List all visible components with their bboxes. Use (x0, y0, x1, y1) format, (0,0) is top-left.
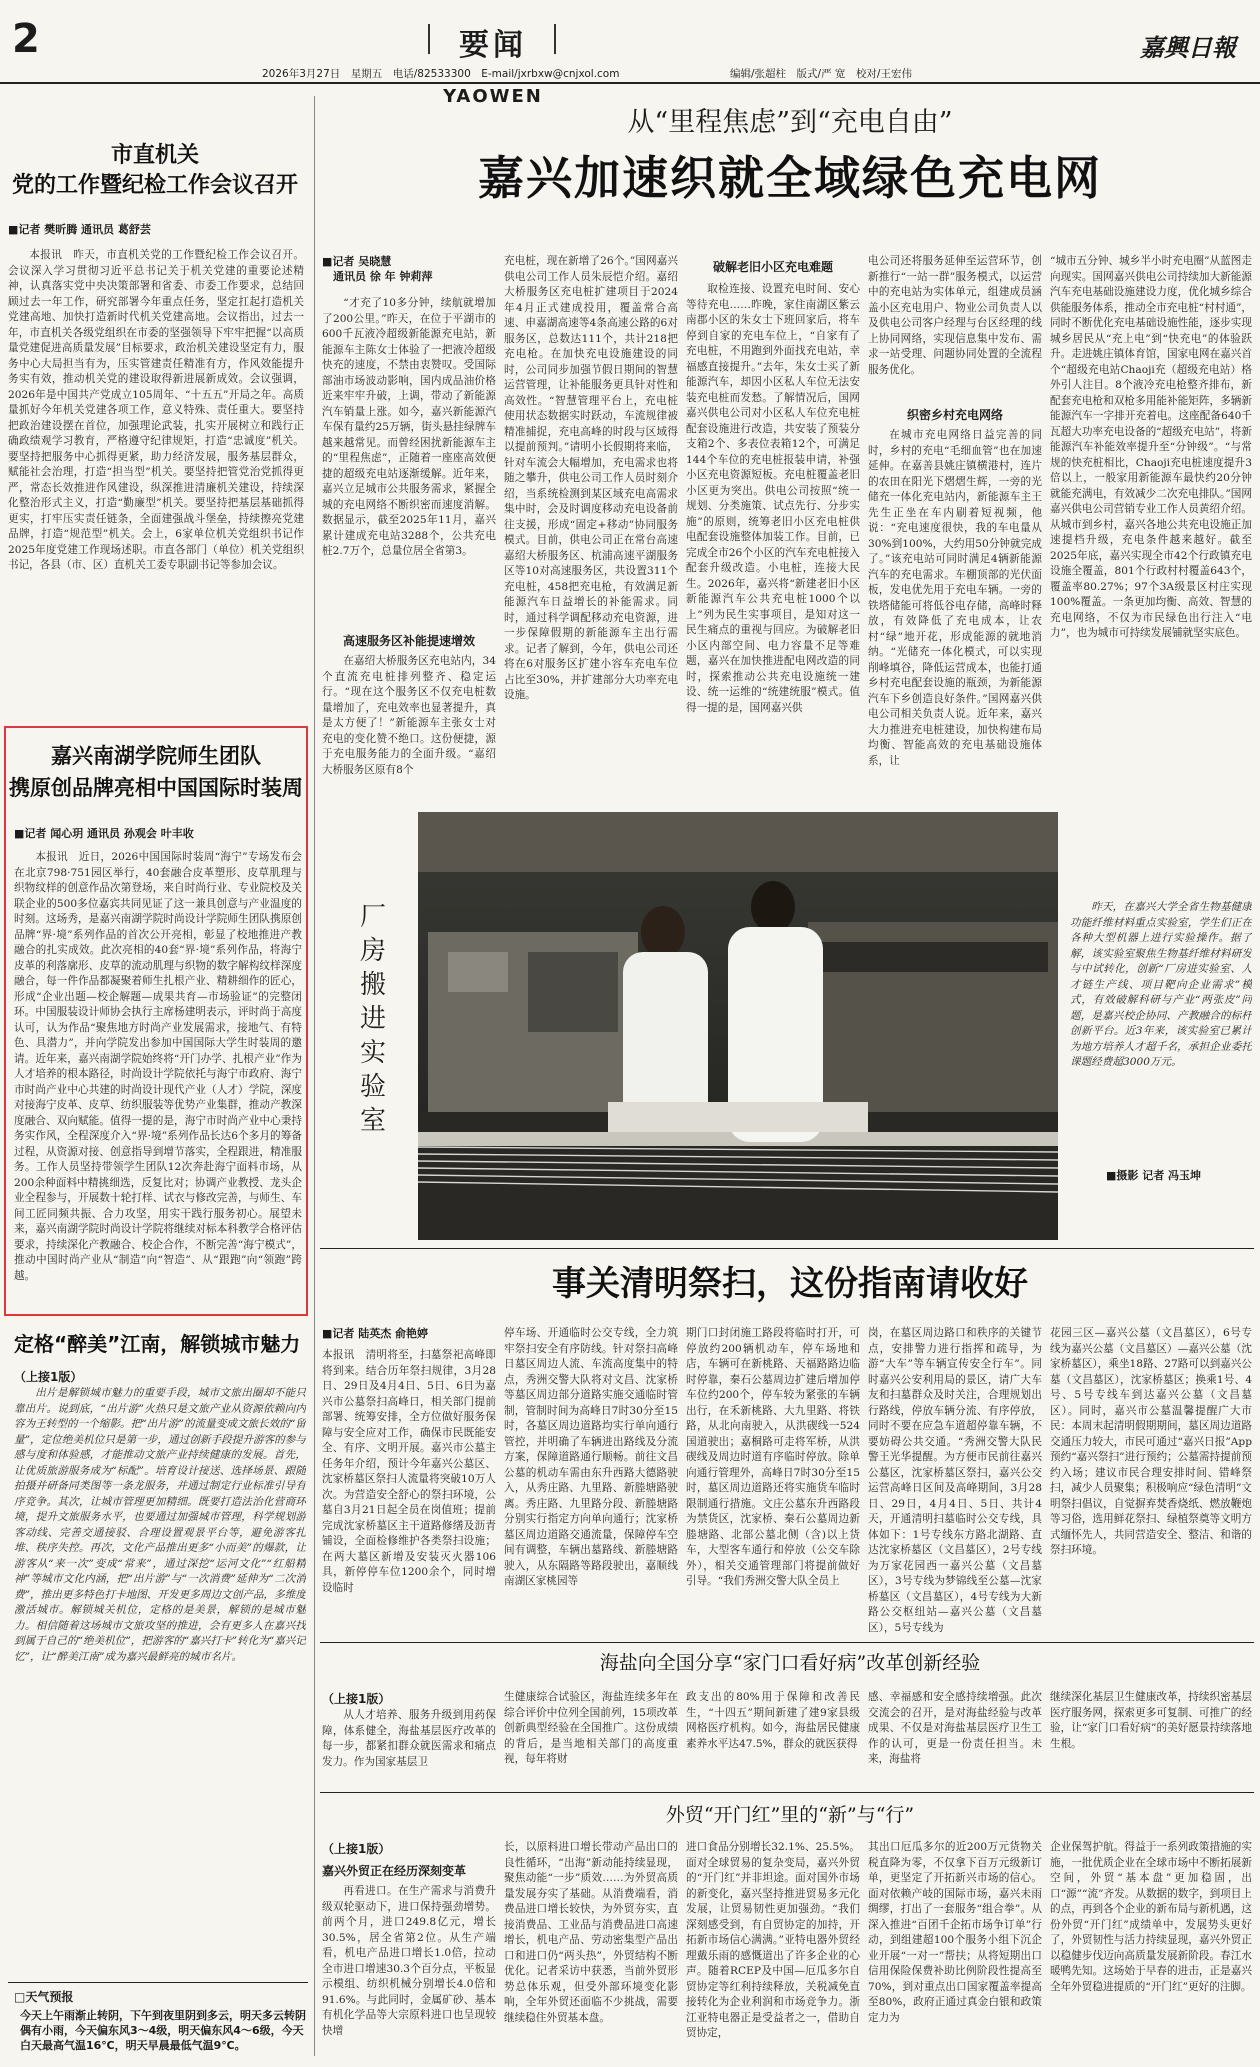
fashion-body: 本报讯 近日，2026中国国际时装周“海宁”专场发布会在北京798·751园区举行，40套融合皮革塑形、皮草肌理与织物纹样的创意作品次第登场，来自时尚行业、专业院校及关联企业的500多位嘉宾共同见证了这一兼具创意与产业温度的时刻。这场秀，是嘉兴南湖学院时尚设计学院师生团队携原创品牌“界·境”系列作品的首次公开亮相，彰显了校地推进产教融合的扎实成效。此次亮相的40套“界·境”系列作品，将海宁皮革的利落廓形、皮草的流动肌理与织物的数字解构纹样深度融合，每一件作品都凝聚着师生扎根产业、精耕细作的匠心，形成“企业出题—校企解题—成果共育—市场验证”的完整闭环。中国服装设计师协会执行主席杨建明表示，评时尚于高度认可，认为作品“聚焦地方时尚产业发展需求，接地气、有特色、具潜力”，并向学院发出参加中国国际大学生时装周的邀请。近年来，嘉兴南湖学院始终将“开门办学、扎根产业”作为人才培养的根本路径，时尚设计学院依托与海宁市政府、海宁市时尚产业中心共建的时尚设计现代产业（人才）学院，深度对接海宁皮革、皮草、纺织服装等优势产业集群，推动产教深度融合、双向赋能。值得一提的是，海宁市时尚产业中心秉持务实作风，全程深度介入“界·境”系列作品长达6个多月的筹备过程，从资源对接、创意指导到增节落实，全程跟进，精准服务。工作人员坚持带领学生团队12次奔赴海宁面料市场，从200余种面料中精挑细选，反复比对；协调产业教授、龙头企业全程参与，开展数十轮打样、试衣与修改完善，与师生、车间工匠同频共振、合力攻坚，用实干践行服务初心。展望未来，嘉兴南湖学院时尚设计学院将继续对标本科教学合格评估要求，持续深化产教融合、校企合作，不断完善“海宁模式”，推动中国时尚产业从“制造”向“智造”、从“跟跑”向“领跑”跨越。 (14, 851, 302, 1282)
haiyan-headline: 海盐向全国分享“家门口看好病”改革创新经验 (599, 1652, 981, 1674)
trade-continued: （上接1版） (322, 1842, 391, 1856)
haiyan-col2: 生健康综合试验区，海盐连续多年在综合评价中位列全国前列，15项改革创新典型经验在全国推广。这份成绩的背后，是当地相关部门的高度重视，每年将财 (504, 1691, 678, 1765)
date-line: 2026年3月27日 星期五 电话/82533300 E-mail/jxrbxw@cnjxol.com (262, 68, 620, 80)
qingming-byline: ■记者 陆英杰 俞艳婷 (322, 1327, 429, 1340)
qingming-col2: 停车场、开通临时公交专线，全力筑牢祭扫安全有序防线。针对祭扫高峰日墓区周边人流、车流高度集中的特点，秀洲交警大队将对文昌、沈家桥等墓区周边部分道路实施交通临时管制，管制时间为高峰日7时30分至15时，各墓区周边道路均实行单向通行管控，并明确了车辆进出路线及分流方案，保障道路通行顺畅。前往文昌公墓的机动车需由东升西路大德路驶入，从秀庄路、九里路、新塍塘路驶离。秀庄路、九里路分段、新塍塘路分别实行指定方向单向通行；沈家桥墓区周边道路交通流量，保障停车空间有调整，车辆出墓路线、新塍塘路驶入，从东隔路等路段驶出，嘉顺线南湖区家桃园等 (504, 1327, 678, 1587)
party-meeting-title-2: 党的工作暨纪检工作会议召开 (11, 173, 298, 198)
party-meeting-byline: ■记者 樊昕腾 通讯员 葛舒芸 (8, 223, 151, 236)
trade-headline: 外贸“开门红”里的“新”与“行” (665, 1804, 915, 1826)
section-pinyin: YAOWEN (443, 86, 543, 107)
tourism-body: 出片是解锁城市魅力的重要手段，城市文旅出圈却不能只靠出片。说到底，“出片游”火热只是文旅产业从资源依赖向内容为王转型的一个缩影。把“出片游”的流量变成文旅长效的“留量”，定位绝美机位只是第一步，通过创新手段提升游客的参与感与度和体验感，才能推动文旅产业持续健康的发展。首先，让优质旅游服务成为“标配”。培育设计接送、选择场景、跟随拍摄并研备同类图等一条龙服务，并通过制定行业标准引导有序竞争。其次，让城市管理更加精细。既要打造法治化营商环境，提升文旅服务水平，也要通过加强城市管理，科学规划游客动线、完善交通接驳、合理设置观景平台等，避免游客扎堆、秩序失控。再次，文化产品推出更多“小而美”的爆款，让游客从“来一次”变成“常来”，通过深挖“运河文化”“红船精神”等城市文化内涵，把“出片游”与“一次消费”延伸为“二次消费”，推出更多特色打卡地图、开发更多周边文创产品，多维度激活城市。解锁城关机位，定格的是美景，解锁的是城市魅力。相信随着这场城市文旅攻坚的推进，会有更多人在嘉兴找到属于自己的“绝美机位”，把游客的“嘉兴打卡”转化为“嘉兴记忆”，让“醉美江南”成为嘉兴最鲜亮的城市名片。 (14, 1387, 306, 1663)
lead-col1: “才充了10多分钟，续航就增加了200公里。”昨天，在位于平湖市的600千瓦液冷超级新能源充电站，新能源车主陈女士体验了一把液冷超级快充的速度，不禁由衷赞叹。受国际部油市场波动影响，国内成品油价格近来牢牢升破，上调，带动了新能源汽车销量上涨。如今，嘉兴新能源汽车保有量约25万辆，街头悬挂绿牌车越来越常见。而曾经困扰新能源车主的“里程焦虑”，正随着一座座高效便捷的超级充电站逐渐缓解。近年来，嘉兴立足城市公共服务需求，紧握全城的充电网络不断织密而速度消解。数据显示，截至2025年11月，嘉兴累计建成充电站3288个，公共充电桩2.7万个，总量位居全省第3。 (322, 297, 496, 557)
photo-title-vertical: 厂房搬进实验室 (360, 902, 387, 1136)
trade-col3: 进口食品分别增长32.1%、25.5%。面对全球贸易的复杂变局，嘉兴外贸的“开门红”并非坦途。面对国外市场的新变化，嘉兴坚持推进贸易多元化发展，让贸易韧性更加强劲。“我们深刻感受到，有自贸协定的加持，开拓新市场信心满满。”亚特电器外贸经理戴乐雨的感慨道出了许多企业的心声。随着RCEP及中国—厄瓜多尔自贸协定等红利持续释放，关税减免直接转化为企业利润和市场竞争力。浙江亚特电器正是受益者之一，借助自贸协定， (686, 1841, 860, 2039)
haiyan-col3: 政支出的80%用于保障和改善民生，“十四五”期间新建了建9家县级网格医疗机构。如今，海盐居民健康素养水平达47.5%，群众的就医获得 (686, 1691, 860, 1750)
lead-byline: ■记者 吴晓慧 通讯员 徐 年 钟莉萍 (322, 255, 433, 283)
lead-col5: “城市五分钟、城乡半小时充电圈”从蓝图走向现实。国网嘉兴供电公司持续加大新能源汽车充电基础设施建设力度，优化城乡综合供能服务体系，推动全市充电桩“村村通”，同时不断优化充电基础设施性能，逐步实现城乡居民从“充上电”到“快充电”的体验跃升。走进姚庄镇体育馆，国家电网在嘉兴首个“超级充电站Chaoji充（超级充电站）格外引人注目。8个液冷充电枪整齐排布，新配套充电枪和双枪多用能补能矩阵，多辆新能源汽车一字排开充着电。这座配备640千瓦超大功率充电设备的“超级充电站”，将新能源汽车补能效率提升至“分钟级”。“与常规的快充桩相比，Chaoji充电桩速度提升3倍以上，一般家用新能源车最快约20分钟就能充满电，有效减少二次充电排队。”国网嘉兴供电公司营销专业工作人员黄绍介绍。从城市到乡村，嘉兴各地公共充电设施正加速提档升级，充电条件越来越好。截至2025年底，嘉兴实现全市42个行政镇充电设施全覆盖，801个行政村村覆盖643个，覆盖率80.27%；97个3A级景区村庄实现100%覆盖。一条更加均衡、高效、智慧的充电网络，不仅为市民绿色出行注入“电力”，也为城市可持续发展铺就坚实底色。 (1050, 255, 1252, 639)
photo-credit: ■摄影 记者 冯玉坤 (1106, 1169, 1202, 1182)
masthead-divider-right (554, 24, 556, 54)
masthead-divider-left (428, 24, 430, 54)
qingming-bottom-rule (320, 1642, 1254, 1643)
weather-rule (8, 1982, 308, 1983)
qingming-col5: 花园三区—嘉兴公墓（文昌墓区），6号专线为嘉兴公墓（文昌墓区）—嘉兴公墓（沈家桥墓区），乘坐18路、27路可以到嘉兴公墓（文昌墓区），沈家桥墓区；换乘1号、4号、5号专线车到达嘉兴公墓（文昌墓区）。同时，嘉兴市公墓温馨提醒广大市民：本周末起清明假期期间，墓区周边道路交通压力较大，市民可通过“嘉兴日报”App预约“嘉兴祭扫”进行预约；公墓需持提前预约入场；建议市民合理安排时间、错峰祭扫，减少人员聚集；积极响应“绿色清明”文明祭扫倡议，自觉摒弃焚香烧纸、燃放鞭炮等习俗，选用鲜花祭扫、绿植祭奠等文明方式缅怀先人，共同营造安全、整洁、和谐的祭扫环境。 (1050, 1327, 1252, 1556)
haiyan-col4: 感、幸福感和安全感持续增强。此次交流会的召开，是对海盐经验与改革成果、不仅是对海盐基层医疗卫生工作的认可，更是一份责任担当。未来，海盐将 (868, 1691, 1042, 1765)
lead-col4b: 在城市充电网络日益完善的同时，乡村的充电“毛细血管”也在加速延伸。在嘉善县姚庄镇横港村，连片的农田在阳光下熠熠生辉，一旁的光储充一体化充电站内，新能源车主王先生正坐在车内刷着短视频，他说：“充电速度很快，我的车电量从30%到100%，大约用50分钟就完成了。”该充电站可同时满足4辆新能源汽车的充电需求。车棚顶部的光伏面板，发电优先用于充电车辆。一旁的铁塔储能可将低谷电存储，高峰时释放，有效降低了充电成本，让农村“绿”地开花，形成能源的就地消纳。“光储充一体化模式，可以实现削峰填谷，降低运营成本，也能打通乡村充电配套设施的瓶颈，为新能源汽车下乡创造良好条件。”国网嘉兴供电公司相关负责人说。近年来，嘉兴大力推进充电桩建设，加快构建布局均衡、智能高效的充电基础设施体系，让 (868, 429, 1042, 767)
haiyan-bottom-rule (320, 1792, 1254, 1793)
lead-col1b: 在嘉绍大桥服务区充电站内，34个直流充电桩排列整齐、稳定运行。“现在这个服务区不仅充电桩数量增加了，充电效率也显著提升，真是太方便了！”新能源车主张女士对充电的变化赞不绝口。这份便捷，源于充电服务能力的全面升级。“嘉绍大桥服务区原有8个 (322, 655, 496, 776)
lead-col3-subhead: 破解老旧小区充电难题 (712, 260, 833, 274)
column-separator (314, 96, 315, 2056)
tourism-continued: （上接1版） (14, 1370, 83, 1384)
trade-col1: 再看进口。在生产需求与消费升级双轮驱动下，进口保持强劲增势。前两个月，进口249.8亿元，增长30.5%，居全省第2位。从生产端看，机电产品进口增长1.0倍，拉动全市进口增速30.3个百分点，平板显示模组、纺织机械分别增长4.0倍和91.6%。与此同时，金属矿砂、基本有机化学品等大宗原料进口也呈现较快增 (322, 1885, 496, 2037)
trade-col1-subhead: 嘉兴外贸正在经历深刻变革 (322, 1864, 467, 1878)
lead-col4-subhead: 织密乡村充电网络 (906, 408, 1003, 422)
lead-col3: 取检连接、设置充电时间、安心等待充电……昨晚，家住南湖区紫云南郡小区的朱女士下班回家后，将车停到自家的充电车位上，“自家有了充电桩，不用跑到外面找充电站，幸福感直接提升。”去年，朱女士买了新能源汽车，却因小区私人车位无法安装充电桩而发愁。了解情况后，国网嘉兴供电公司对小区私人车位充电桩配套设施进行改造，共安装了预装分支箱2个、多表位表箱12个，可满足144个车位的充电桩报装申请，补强小区充电资源短板。充电桩覆盖老旧小区更为突出。供电公司按照“统一规划、分类施策、试点先行、分步实施”的原则，统筹老旧小区充电桩供电配套设施整体加装工作。目前，已完成全市26个小区的汽车充电桩接入配套升级改造。小电桩，连接大民生。2026年，嘉兴将“新建老旧小区新能源汽车公共充电桩1000个以上”列为民生实事项目，是知对这一民生痛点的重视与回应。为破解老旧小区内部空间、电力容量不足等难题，嘉兴在加快推进配电网改造的同时，探索推动公共充电设施统一建设、统一运维的“统建统服”模式。值得一提的是，国网嘉兴供 (686, 283, 860, 714)
qingming-col4: 岗，在墓区周边路口和秩序的关键节点，安排警力进行指挥和疏导，为游“大车”等车辆宣传安全行车”。同时嘉兴公安利用局的景区，请广大车友和扫墓群众及时关注，合理规划出行路线，停放车辆分流、有序停放，同时不要在应急车道超停靠车辆，不要妨碍公共交通。“秀洲交警大队民警王光华提醒。为方便市民前往嘉兴公墓区，沈家桥墓区祭扫，嘉兴公交运营高峰日区间及高峰期间，3月28日、29日，4月4日、5日、共计4天，开通清明扫墓临时公交专线，具体如下：1号专线东方路北湖路、直达沈家桥墓区（文昌墓区），2号专线为万家花园西一嘉兴公墓（文昌墓区），3号专线为梦锦线至公墓—沈家桥墓区（文昌墓区），4号专线为大新路公交枢纽站—嘉兴公墓（文昌墓区），5号专线为 (868, 1327, 1042, 1634)
photo-bottom-rule (320, 1248, 1254, 1249)
page-number: 2 (12, 16, 40, 62)
trade-col4: 其出口厄瓜多尔的近200万元货物关税直降为零，不仅拿下百万元级新订单，更坚定了开拓新兴市场的信心。面对依赖产岐的国际市场，嘉兴未雨绸缪，打出了一套服务“组合拳”。从深入推进“百团千企拓市场争订单”行动，到组建超100个服务小组下沉企业开展“一对一”帮扶；从将短期出口信用保险保费补助比例阶段性提高至70%，到对重点出口国家覆盖率提高至80%，政府正通过真金白银和政策定力为 (868, 1841, 1042, 2024)
qingming-headline: 事关清明祭扫，这份指南请收好 (552, 1264, 1028, 1304)
section-title: 要闻 (459, 28, 527, 63)
fashion-title-2: 携原创品牌亮相中国国际时装周 (9, 776, 303, 800)
party-meeting-title-1: 市直机关 (110, 143, 199, 168)
haiyan-col5: 继续深化基层卫生健康改革，持续织密基层医疗服务网，探索更多可复制、可推广的经验，让“家门口看好病”的美好愿景持续落地生根。 (1050, 1691, 1252, 1750)
qingming-col3: 期门口封闭施工路段将临时打开，可停放约200辆机动车，停车场地和店，车辆可在新桃路、天福路路边临时停靠，秦石公墓周边扩建后增加停车位约200个，停车较为紧张的车辆出行，在禾新桃路、大九里路、将铁路，从北向南驶入，从洪碶线一524国道驶出；嘉桐路可走将军桥，从洪碶线及周边时道有序临时停放。除单向通行管理外，高峰日7时30分至15时，墓区周边道路还将实施货车临时限制通行措施。文庄公墓东升西路段为禁货区，沈家桥、秦石公墓周边新塍塘路、北部公墓北侧（含)以上货车，大型客车通行和停放（公交车除外），相关交通管理部门将提前做好引导。“我们秀洲交警大队全员上 (686, 1327, 860, 1587)
newspaper-logo: 嘉興日報 (1140, 33, 1236, 62)
lab-photo (418, 812, 1058, 1240)
fashion-byline: ■记者 闻心玥 通讯员 孙观会 叶丰收 (14, 827, 194, 840)
qingming-col1: 本报讯 清明将至，扫墓祭祀高峰即将到来。结合历年祭扫规律，3月28日、29日及4月4日、5日、6日为嘉兴市公墓祭扫高峰日，相关部门提前部署、统筹安排，全方位做好服务保障与安全应对工作，确保市民既能安全、有序、文明开展。嘉兴市公墓主任务年介绍，预计今年嘉兴公墓区、沈家桥墓区祭扫人流量将突破10万人次。为营造安全舒心的祭扫环境，公墓自3月21日起全员在岗值班；提前完成沈家桥墓区主干道路修缮及沥青铺设，全面检修维护各类祭扫设施；在两大墓区新增及安装灭火器106具，新停停车位1200余个，同时增设临时 (322, 1349, 496, 1594)
weather-body: 今天上午雨渐止转阴，下午到夜里阴到多云，明天多云转阴偶有小雨，今天偏东风3～4级，明天偏东风4～6级，今天白天最高气温16℃，明天早晨最低气温9℃。 (20, 2009, 306, 2052)
fashion-title-1: 嘉兴南湖学院师生团队 (51, 744, 261, 768)
lead-col1-subhead: 高速服务区补能提速增效 (342, 634, 475, 648)
haiyan-continued: （上接1版） (322, 1692, 391, 1706)
masthead-rule (0, 82, 1260, 84)
lab-photo-illustration (418, 812, 1058, 1240)
trade-col5: 企业保驾护航。得益于一系列政策措施的实施，一批优质企业在全球市场中不断拓展新空间，外贸“基本盘”更加稳固，出口“源”“流”齐发。从数据的数字，到项目上的点，再到各个企业的新布局与新机遇，这份外贸“开门红”成绩单中，发展势头更好了，外贸韧性与活力持续显现，嘉兴外贸正以稳健步伐迈向高质量发展新阶段。春江水暖鸭先知。这场始于早春的进击，正是嘉兴全年外贸稳进提质的“开门红”更好的注脚。 (1050, 1841, 1252, 1993)
photo-caption: 昨天，在嘉兴大学全省生物基健康功能纤维材料重点实验室，学生们正在各种大型机器上进行实验操作。据了解，该实验室聚焦生物基纤维材料研发与中试转化，创新“厂房进实验室、人才链生产线、项目靶向企业需求”模式，有效破解科研与产业“两张皮”问题，是嘉兴校企协同、产教融合的标杆创新平台。近3年来，该实验室已累计为地方培养人才超千名，承担企业委托课题经费超3000万元。 (1070, 901, 1252, 1068)
lead-headline: 嘉兴加速织就全域绿色充电网 (478, 151, 1102, 205)
lead-col4: 电公司还将服务延伸至运营环节，创新推行“一站一群”服务模式，以运营中的充电站为实体单元，组建成员涵盖小区充电用户、物业公司负责人以及供电公司客户经理与台区经理的线上协同网络，实现信息集中发布、需求一站受理、问题协同处置的全流程服务优化。 (868, 255, 1042, 376)
tourism-title: 定格“醉美”江南，解锁城市魅力 (14, 1332, 301, 1356)
weather-title: □天气预报 (14, 1990, 74, 2004)
haiyan-col1: 从人才培养、服务升级到用药保障，体系健全，海盐基层医疗改革的每一步，都紧扣群众就医需求和痛点发力。作为国家基层卫 (322, 1709, 496, 1768)
lead-col2: 充电桩，现在新增了26个。”国网嘉兴供电公司工作人员朱辰恺介绍。嘉绍大桥服务区充电桩扩建项目于2024年4月正式建成投用，覆盖常合高速、申嘉湖高速等4条高速公路的6对服务区，总数达111个，共计218把充电枪。在加快充电设施建设的同时，公司同步加强节假日期间的智慧运营管理，让补能服务更具针对性和高效性。“智慧管理平台上，充电桩使用状态数据实时跃动，车流规律被精准捕捉，充电高峰的时段与区域得以提前预判。”请明小长假期将来临，针对车流会大幅增加，充电需求也将随之攀升，供电公司工作人员时刻介绍，当系统检测到某区域充电高需求集中时，会及时调度移动充电设备前往支援，形成“固定+移动”协同服务模式。目前，供电公司正在常台高速嘉绍大桥服务区、杭浦高速平湖服务区等10对高速服务区，共设置311个充电桩，458把充电枪，有效满足新能源汽车日益增长的补能需求。同时，通过科学调配移动充电资源，进一步保障假期的新能源车主出行需求。记者了解到，今年，供电公司还将在6对服务区扩建小容车充电车位占比至30%，并扩建部分大功率充电设施。 (504, 255, 678, 701)
party-meeting-body: 本报讯 昨天，市直机关党的工作暨纪检工作会议召开。会议深入学习贯彻习近平总书记关于机关党建的重要论述精神，认真落实党中央决策部署和省委、市委工作要求，总结回顾过去一年工作，研究部署今年重点任务，坚定扛起打造机关党建高地、加快打造新时代机关党建高地。会议指出，过去一年，市直机关各级党组织在市委的坚强领导下牢牢把握“以高质量党建促进高质量发展”目标要求，政治机关建设坚定有力，服务中心大局担当有为，压实管建责任精准有方，作风效能提升务实有效，推动机关党的建设取得新进展新成效。会议强调，2026年是中国共产党成立105周年、“十五五”开局之年。高质量抓好今年机关党建各项工作，意义特殊、责任重大。要坚持把政治建设摆在首位，加强理论武装，扎实开展树立和践行正确政绩观学习教育，严格遵守纪律规矩，打造“忠诚度”机关。要坚持把服务中心抓得更紧，助力经济发展，服务基层群众，赋能社会治理，打造“担当型”机关。要坚持把管党治党抓得更严，常态长效推进作风建设，纵深推进清廉机关建设，持续深化整治形式主义，打造“勤廉型”机关。要坚持把基层基础抓得更实，打牢压实责任链条，全面建强战斗堡垒，持续擦亮党建品牌，打造“规范型”机关。会上，6家单位机关党组织书记作2025年度党建工作现场述职。市直各部门（单位）机关党组织书记，各县（市、区）直机关工委专职副书记等参加会议。 (8, 249, 304, 571)
trade-col2: 长，以原料进口增长带动产品出口的良性循环，“出海”新动能持续显现，聚焦动能“一步”质效……为外贸高质量发展夯实了基础。从消费端看，消费品进口增长较快，为外贸夯实，直接消费品、工业品与消费品进口高速增长，机电产品、劳动密集型产品出口和进口仍“两头热”，外贸结构不断优化。记者采访中获悉，当前外贸形势总体乐观，但受外部环境变化影响，全年外贸还面临不少挑战，需要继续稳住外贸基本盘。 (504, 1841, 678, 2024)
editor-line: 编辑/张超柱 版式/严 宽 校对/王宏伟 (730, 68, 912, 80)
lead-kicker: 从“里程焦虑”到“充电自由” (627, 107, 953, 138)
